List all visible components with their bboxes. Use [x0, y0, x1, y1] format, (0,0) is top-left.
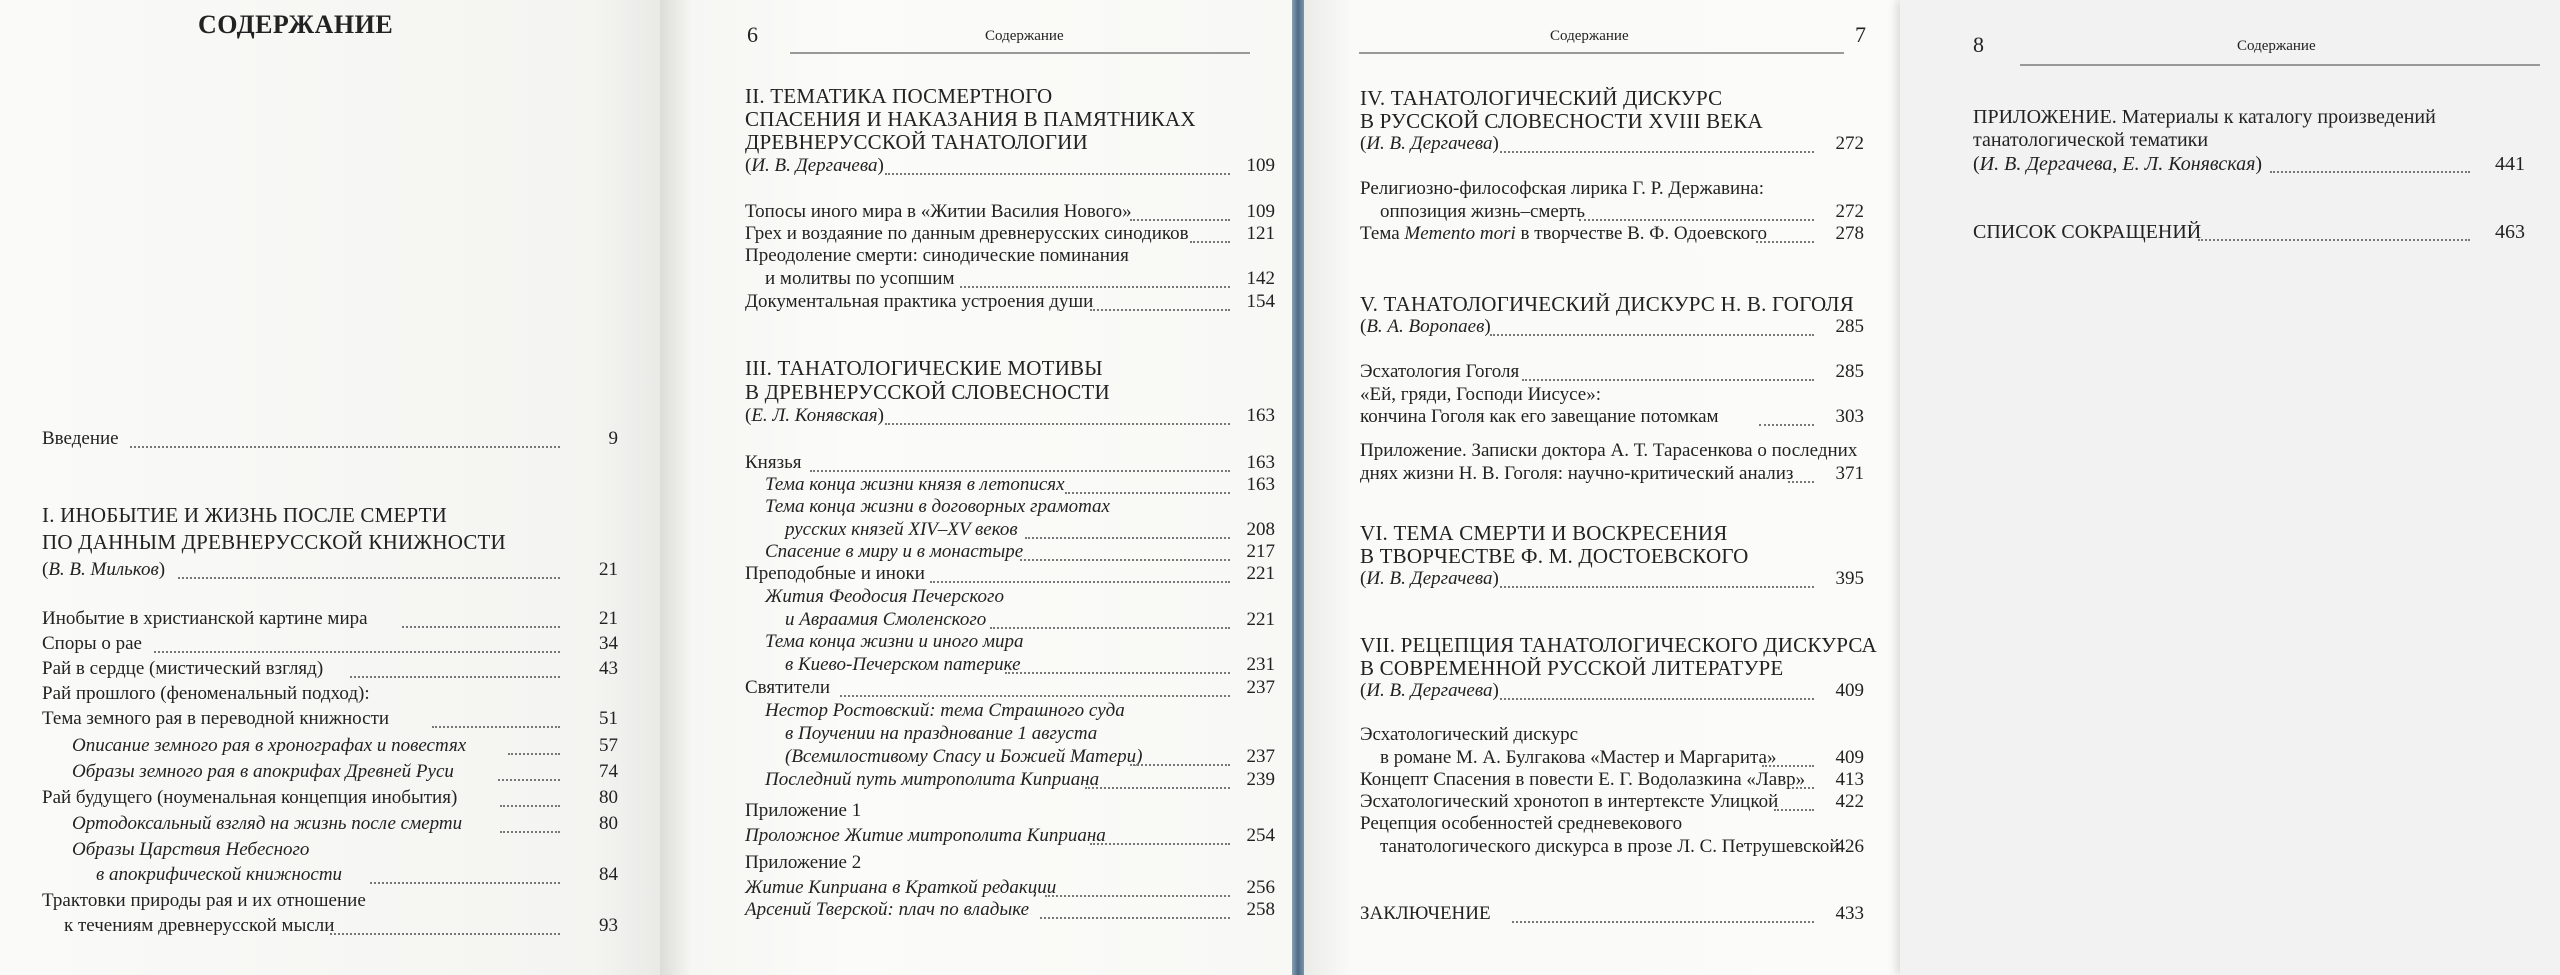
toc-entry: Религиозно-философская лирика Г. Р. Державина:	[1360, 178, 1765, 199]
leader-dots	[2270, 171, 2470, 173]
leader-dots	[432, 726, 560, 728]
page-ref: 84	[599, 864, 618, 885]
leader-dots	[840, 695, 1230, 697]
toc-entry: танатологического дискурса в прозе Л. С. Петрушевской	[1380, 836, 1840, 857]
leader-dots	[1130, 219, 1230, 221]
toc-page-6	[660, 0, 1292, 975]
page-ref: 237	[1246, 746, 1275, 767]
running-head: Содержание	[2237, 38, 2316, 54]
toc-entry: ЗАКЛЮЧЕНИЕ	[1360, 903, 1491, 924]
page-ref: 80	[599, 813, 618, 834]
toc-entry: Приложение 2	[745, 852, 862, 873]
toc-subentry: в Киево-Печерском патерике	[785, 654, 1021, 675]
toc-entry: Тема земного рая в переводной книжности	[42, 708, 390, 729]
page-number: 8	[1973, 32, 1984, 57]
page-ref: 441	[2495, 153, 2525, 175]
page-ref: 231	[1246, 654, 1275, 675]
page-ref: 154	[1246, 291, 1275, 312]
leader-dots	[1500, 151, 1814, 153]
toc-subentry: и Авраамия Смоленского	[785, 609, 987, 630]
page-number: 7	[1855, 22, 1866, 47]
page-ref: 43	[599, 658, 618, 679]
page-ref: 93	[599, 915, 618, 936]
leader-dots	[1759, 424, 1814, 426]
section-heading: VII. РЕЦЕПЦИЯ ТАНАТОЛОГИЧЕСКОГО ДИСКУРСА	[1360, 633, 1877, 657]
toc-subentry: Тема конца жизни князя в летописях	[765, 474, 1065, 495]
toc-entry: в романе М. А. Булгакова «Мастер и Маргарита»	[1380, 747, 1777, 768]
toc-entry: Приложение. Записки доктора А. Т. Тарасенкова о последних	[1360, 440, 1858, 461]
leader-dots	[1522, 379, 1814, 381]
section-heading: ПО ДАННЫМ ДРЕВНЕРУССКОЙ КНИЖНОСТИ	[42, 530, 506, 554]
toc-subentry: Проложное Житие митрополита Киприана	[745, 825, 1106, 846]
page-ref: 109	[1246, 155, 1275, 176]
leader-dots	[130, 446, 560, 448]
author-name: В. В. Мильков	[48, 559, 159, 580]
leader-dots	[1020, 559, 1230, 561]
page-ref: 74	[599, 761, 618, 782]
toc-subentry: Ортодоксальный взгляд на жизнь после смерти	[72, 813, 463, 834]
section-heading: III. ТАНАТОЛОГИЧЕСКИЕ МОТИВЫ	[745, 356, 1103, 380]
leader-dots	[1756, 241, 1814, 243]
leader-dots	[350, 676, 560, 678]
leader-dots	[1065, 492, 1230, 494]
page-ref: 217	[1246, 541, 1275, 562]
page-ref: 422	[1835, 791, 1864, 812]
toc-page-left	[0, 0, 660, 975]
toc-entry: «Ей, гряди, Господи Иисусе»:	[1360, 384, 1602, 405]
page-ref: 208	[1246, 519, 1275, 540]
page-ref: 409	[1835, 680, 1864, 701]
leader-dots	[498, 779, 560, 781]
toc-author: (Е. Л. Конявская)	[745, 405, 884, 426]
page-ref: 163	[1246, 474, 1275, 495]
toc-entry: кончина Гоголя как его завещание потомкам	[1360, 406, 1719, 427]
toc-subentry: Тема конца жизни в договорных грамотах	[765, 496, 1110, 517]
page-fade	[1900, 250, 2560, 350]
toc-entry: Приложение 1	[745, 800, 862, 821]
page-ref: 21	[599, 559, 618, 580]
toc-entry: Топосы иного мира в «Житии Василия Нового»	[745, 201, 1132, 222]
toc-author: (И. В. Дергачева)	[1360, 680, 1499, 701]
toc-page-7	[1304, 0, 1900, 975]
leader-dots	[960, 286, 1230, 288]
toc-entry: Эсхатологический дискурс	[1360, 724, 1579, 745]
page-ref: 21	[599, 608, 618, 629]
toc-subentry: Тема конца жизни и иного мира	[765, 631, 1024, 652]
toc-page-8	[1900, 0, 2560, 975]
section-heading: II. ТЕМАТИКА ПОСМЕРТНОГО	[745, 84, 1053, 108]
page-ref: 9	[608, 428, 618, 449]
section-heading: В ТВОРЧЕСТВЕ Ф. М. ДОСТОЕВСКОГО	[1360, 544, 1749, 568]
leader-dots	[1490, 334, 1814, 336]
page-ref: 285	[1835, 361, 1864, 382]
toc-subentry: Описание земного рая в хронографах и повестях	[72, 735, 467, 756]
section-heading: В ДРЕВНЕРУССКОЙ СЛОВЕСНОСТИ	[745, 380, 1110, 404]
page-ref: 272	[1835, 133, 1864, 154]
section-heading: VI. ТЕМА СМЕРТИ И ВОСКРЕСЕНИЯ	[1360, 521, 1728, 545]
page-ref: 256	[1246, 877, 1275, 898]
leader-dots	[330, 933, 560, 935]
leader-dots	[1085, 787, 1230, 789]
toc-entry: днях жизни Н. В. Гоголя: научно-критический анализ	[1360, 463, 1794, 484]
book-spine	[1292, 0, 1304, 975]
page-ref: 121	[1246, 223, 1275, 244]
page-ref: 426	[1835, 836, 1864, 857]
leader-dots	[1045, 895, 1230, 897]
toc-entry: Князья	[745, 452, 802, 473]
toc-entry: Эсхатологический хронотоп в интертексте Улицкой	[1360, 791, 1779, 812]
toc-author: (И. В. Дергачева)	[1360, 133, 1499, 154]
page-ref: 463	[2495, 221, 2525, 243]
page-ref: 163	[1246, 405, 1275, 426]
leader-dots	[1040, 917, 1230, 919]
section-heading: В СОВРЕМЕННОЙ РУССКОЙ ЛИТЕРАТУРЕ	[1360, 656, 1784, 680]
toc-subentry: Нестор Ростовский: тема Страшного суда	[765, 700, 1125, 721]
leader-dots	[402, 626, 560, 628]
header-rule	[1359, 52, 1844, 54]
page-ref: 109	[1246, 201, 1275, 222]
leader-dots	[1025, 537, 1230, 539]
running-head: Содержание	[985, 28, 1064, 44]
page-ref: 285	[1835, 316, 1864, 337]
toc-entry: Рай в сердце (мистический взгляд)	[42, 658, 324, 679]
toc-subentry: Арсений Тверской: плач по владыке	[745, 899, 1030, 920]
leader-dots	[930, 581, 1230, 583]
header-rule	[790, 52, 1250, 54]
leader-dots	[1500, 586, 1814, 588]
page-ref: 221	[1246, 609, 1275, 630]
page-ref: 254	[1246, 825, 1275, 846]
page-ref: 163	[1246, 452, 1275, 473]
leader-dots	[810, 470, 1230, 472]
toc-subentry: Жития Феодосия Печерского	[765, 586, 1004, 607]
section-heading: ДРЕВНЕРУССКОЙ ТАНАТОЛОГИИ	[745, 130, 1088, 154]
toc-entry: Эсхатология Гоголя	[1360, 361, 1520, 382]
page-ref: 303	[1835, 406, 1864, 427]
page-ref: 142	[1246, 268, 1275, 289]
page-ref: 80	[599, 787, 618, 808]
toc-title: СОДЕРЖАНИЕ	[198, 10, 394, 39]
toc-entry: и молитвы по усопшим	[765, 268, 955, 289]
toc-subentry: Образы Царствия Небесного	[72, 839, 310, 860]
leader-dots	[1130, 764, 1230, 766]
leader-dots	[508, 753, 560, 755]
toc-entry: Введение	[42, 428, 119, 449]
toc-entry: Инобытие в христианской картине мира	[42, 608, 368, 629]
page-ref: 413	[1835, 769, 1864, 790]
section-heading: IV. ТАНАТОЛОГИЧЕСКИЙ ДИСКУРС	[1360, 86, 1723, 110]
toc-subentry: Образы земного рая в апокрифах Древней Руси	[72, 761, 454, 782]
leader-dots	[500, 805, 560, 807]
toc-subentry: в апокрифической книжности	[96, 864, 343, 885]
page-ref: 433	[1835, 903, 1864, 924]
leader-dots	[1512, 921, 1814, 923]
page-ref: 258	[1246, 899, 1275, 920]
header-rule	[2020, 64, 2540, 66]
section-heading: СПАСЕНИЯ И НАКАЗАНИЯ В ПАМЯТНИКАХ	[745, 107, 1196, 131]
toc-subentry: русских князей XIV–XV веков	[785, 519, 1018, 540]
toc-subentry: в Поучении на празднование 1 августа	[785, 723, 1098, 744]
leader-dots	[1774, 809, 1814, 811]
toc-author: (В. В. Мильков)	[42, 559, 166, 580]
leader-dots	[178, 577, 560, 579]
toc-entry: Споры о рае	[42, 633, 142, 654]
leader-dots	[1005, 672, 1230, 674]
leader-dots	[1762, 765, 1814, 767]
toc-author: (И. В. Дергачева)	[745, 155, 884, 176]
toc-entry: Преодоление смерти: синодические поминания	[745, 245, 1129, 266]
page-ref: 371	[1835, 463, 1864, 484]
toc-entry: Концепт Спасения в повести Е. Г. Водолазкина «Лавр»	[1360, 769, 1806, 790]
running-head: Содержание	[1550, 28, 1629, 44]
toc-entry: Рай прошлого (феноменальный подход):	[42, 683, 370, 704]
section-heading: I. ИНОБЫТИЕ И ЖИЗНЬ ПОСЛЕ СМЕРТИ	[42, 503, 448, 527]
toc-entry: Святители	[745, 677, 830, 698]
toc-entry: Трактовки природы рая и их отношение	[42, 890, 366, 911]
page-ref: 272	[1835, 201, 1864, 222]
section-heading: V. ТАНАТОЛОГИЧЕСКИЙ ДИСКУРС Н. В. ГОГОЛЯ	[1360, 292, 1854, 316]
page-ref: 409	[1835, 747, 1864, 768]
leader-dots	[1500, 698, 1814, 700]
toc-entry: СПИСОК СОКРАЩЕНИЙ	[1973, 221, 2202, 243]
page-ref: 57	[599, 735, 618, 756]
page-ref: 221	[1246, 563, 1275, 584]
toc-entry: Преподобные и иноки	[745, 563, 925, 584]
section-heading: танатологической тематики	[1973, 129, 2209, 151]
leader-dots	[1090, 843, 1230, 845]
page-ref: 34	[599, 633, 618, 654]
leader-dots	[500, 831, 560, 833]
toc-author: (И. В. Дергачева, Е. Л. Конявская)	[1973, 153, 2263, 175]
toc-entry: к течениям древнерусской мысли	[64, 915, 335, 936]
page-ref: 51	[599, 708, 618, 729]
toc-entry: Рецепция особенностей средневекового	[1360, 813, 1683, 834]
toc-entry: Документальная практика устроения души	[745, 291, 1094, 312]
toc-author: (В. А. Воропаев)	[1360, 316, 1491, 337]
toc-subentry: Житие Киприана в Краткой редакции	[745, 877, 1057, 898]
toc-author: (И. В. Дергачева)	[1360, 568, 1499, 589]
toc-entry: Грех и воздаяние по данным древнерусских синодиков	[745, 223, 1189, 244]
page-ref: 395	[1835, 568, 1864, 589]
leader-dots	[1579, 219, 1814, 221]
toc-subentry: Спасение в миру и в монастыре	[765, 541, 1024, 562]
leader-dots	[885, 423, 1230, 425]
section-heading: ПРИЛОЖЕНИЕ. Материалы к каталогу произведений	[1973, 106, 2436, 128]
toc-subentry: (Всемилостивому Спасу и Божией Матери)	[785, 746, 1143, 767]
leader-dots	[370, 882, 560, 884]
section-heading: В РУССКОЙ СЛОВЕСНОСТИ XVIII ВЕКА	[1360, 109, 1763, 133]
toc-entry: Рай будущего (ноуменальная концепция инобытия)	[42, 787, 458, 808]
toc-entry: Тема Memento mori в творчестве В. Ф. Одоевского	[1360, 223, 1767, 244]
leader-dots	[885, 173, 1230, 175]
page-number: 6	[747, 22, 758, 47]
toc-entry: оппозиция жизнь–смерть	[1380, 201, 1586, 222]
page-ref: 278	[1835, 223, 1864, 244]
toc-subentry: Последний путь митрополита Киприана	[765, 769, 1100, 790]
leader-dots	[1090, 309, 1230, 311]
page-ref: 237	[1246, 677, 1275, 698]
leader-dots	[990, 627, 1230, 629]
page-ref: 239	[1246, 769, 1275, 790]
leader-dots	[154, 651, 560, 653]
leader-dots	[2198, 239, 2470, 241]
